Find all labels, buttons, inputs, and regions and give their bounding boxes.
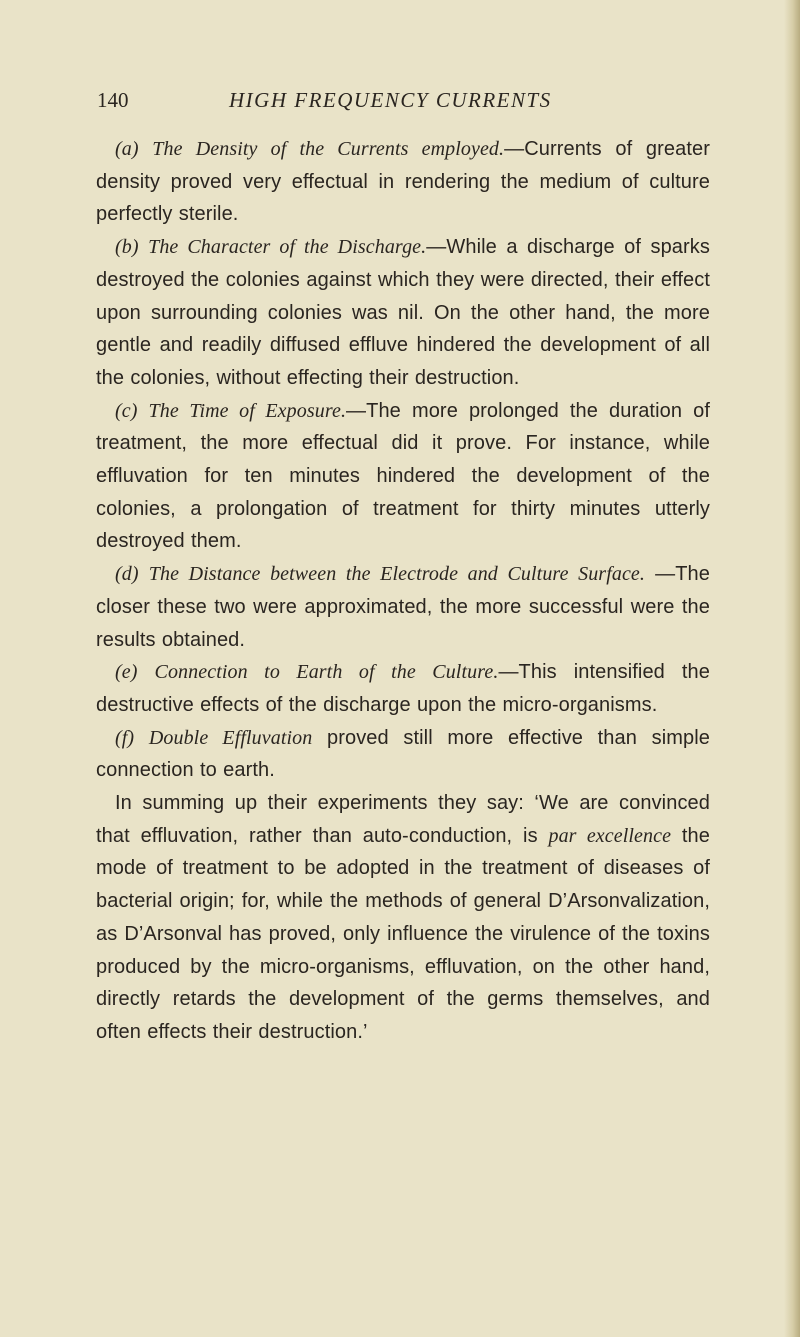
page-number: 140 [97,88,129,112]
paragraph-distance [96,558,710,656]
item-heading: The Character of the Discharge. [148,236,427,259]
item-heading: Connection to Earth of the Culture. [154,661,499,684]
item-label: (c) [115,399,138,422]
item-label: (a) [115,138,139,160]
item-text: —While a discharge of sparks destroyed the colonies against which they were directed, their effect upon surrounding colonies was nil. On the other hand, the more gentle and readily diffused effluve hindered the development of all the colonies, without effecting their destruction. [96,236,710,389]
paragraph-double-effluvation [96,722,710,787]
item-label: (f) [115,726,135,749]
item-text: —This intensified the destructive effects of the discharge upon the micro-organisms. [96,661,710,716]
summary-emphasis: par excellence [548,824,672,847]
body-text [96,133,710,1049]
paragraph-summary [96,787,710,1049]
paragraph-density [96,133,710,231]
item-label: (e) [115,661,138,684]
running-head [97,88,597,118]
item-heading: Double Effluvation [148,726,313,749]
summary-text-before: In summing up their experiments they say: ‘We are convinced that effluvation, rather than auto-conduction, is [96,792,710,847]
item-label: (b) [115,236,139,259]
page-edge-shadow [784,0,800,1337]
paragraph-time [96,395,710,559]
paragraph-character [96,231,710,395]
item-heading: The Distance between the Electrode and Culture Surface. [148,563,645,586]
paragraph-connection [96,656,710,721]
item-heading: The Time of Exposure. [148,399,347,422]
item-text: —Currents of greater density proved very effectual in rendering the medium of culture perfectly sterile. [96,138,710,226]
summary-text-after: the mode of treatment to be adopted in the treatment of diseases of bacterial origin; for, while the methods of general D’Arsonvalization, as D’Arsonval has proved, only influence the virulence of the toxins produced by the micro-organisms, effluvation, on the other hand, directly retards the development of the germs themselves, and often effects their destruction.’ [96,824,710,1043]
item-heading: The Density of the Currents employed. [152,138,505,160]
item-label: (d) [115,563,139,586]
item-text: —The more prolonged the duration of treatment, the more effectual did it prove. For instance, while effluvation for ten minutes hindered the development of the colonies, a prolongation of treatment for thirty minutes utterly destroyed them. [96,399,710,553]
item-text: proved still more effective than simple connection to earth. [96,726,710,782]
running-title: HIGH FREQUENCY CURRENTS [229,88,552,112]
item-text: —The closer these two were approximated, the more successful were the results obtained. [96,563,710,651]
